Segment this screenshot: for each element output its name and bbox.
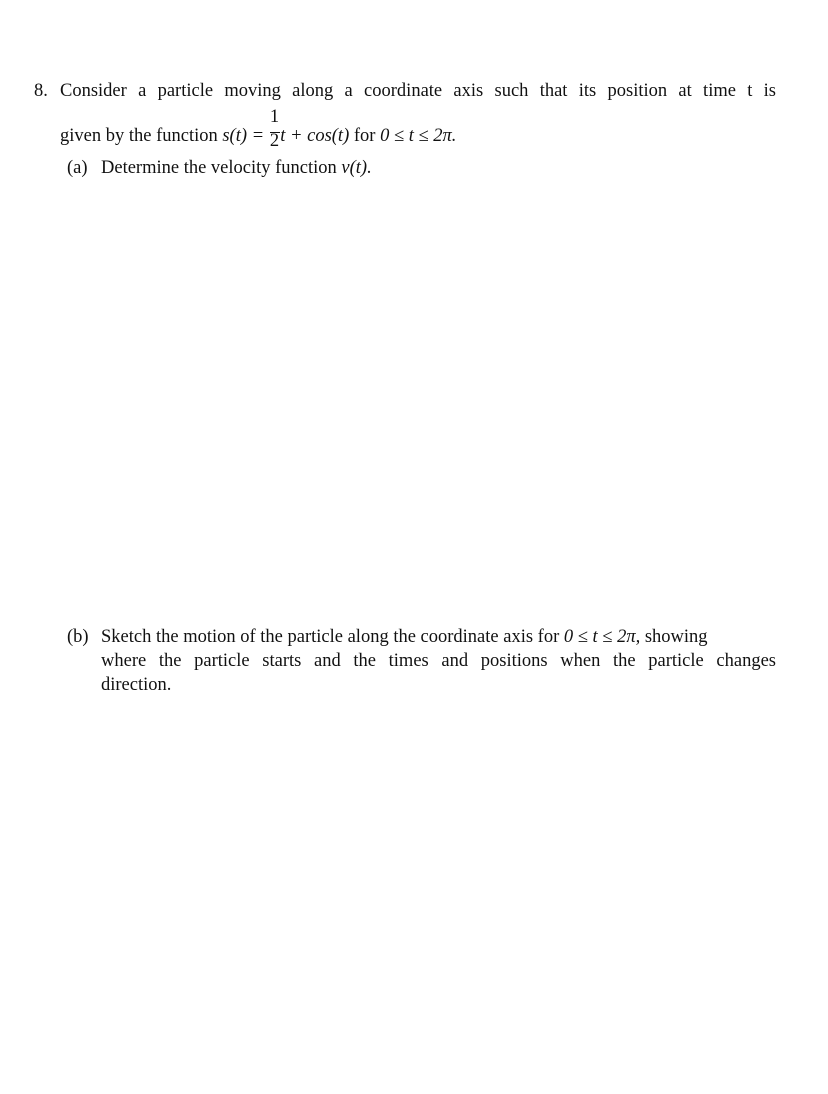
part-b-label: (b) bbox=[67, 627, 89, 647]
fraction-one-half bbox=[269, 107, 280, 152]
fraction-denominator: 2 bbox=[269, 131, 280, 152]
fraction-numerator: 1 bbox=[269, 107, 280, 128]
part-b-line-2 bbox=[101, 652, 776, 671]
part-a-text: Determine the velocity function bbox=[101, 158, 337, 178]
problem-statement-line-1 bbox=[60, 82, 776, 101]
position-function-name: s(t) = bbox=[222, 125, 265, 146]
part-b-line-3: direction. bbox=[101, 675, 172, 695]
velocity-function-name: v(t). bbox=[341, 158, 372, 178]
part-b-line-1-pre: Sketch the motion of the particle along the coordinate axis for bbox=[101, 627, 560, 647]
problem-line-2-pre: given by the function bbox=[60, 125, 218, 146]
position-function-rest: t + cos(t) bbox=[280, 125, 350, 146]
part-b-domain: 0 ≤ t ≤ 2π, bbox=[563, 627, 641, 647]
problem-line-2-for: for bbox=[353, 125, 376, 146]
part-b-line-1 bbox=[101, 628, 708, 647]
part-a-question bbox=[101, 159, 372, 178]
problem-number: 8. bbox=[34, 81, 48, 101]
part-b-line-2-text: where the particle starts and the times and positions when the particle changes bbox=[101, 651, 776, 671]
problem-domain: 0 ≤ t ≤ 2π. bbox=[380, 125, 457, 146]
problem-line-1-text: Consider a particle moving along a coordinate axis such that its position at time t is bbox=[60, 81, 776, 101]
part-b-line-1-post: showing bbox=[644, 627, 708, 647]
part-a-label: (a) bbox=[67, 158, 88, 178]
problem-statement-line-2 bbox=[60, 107, 457, 152]
